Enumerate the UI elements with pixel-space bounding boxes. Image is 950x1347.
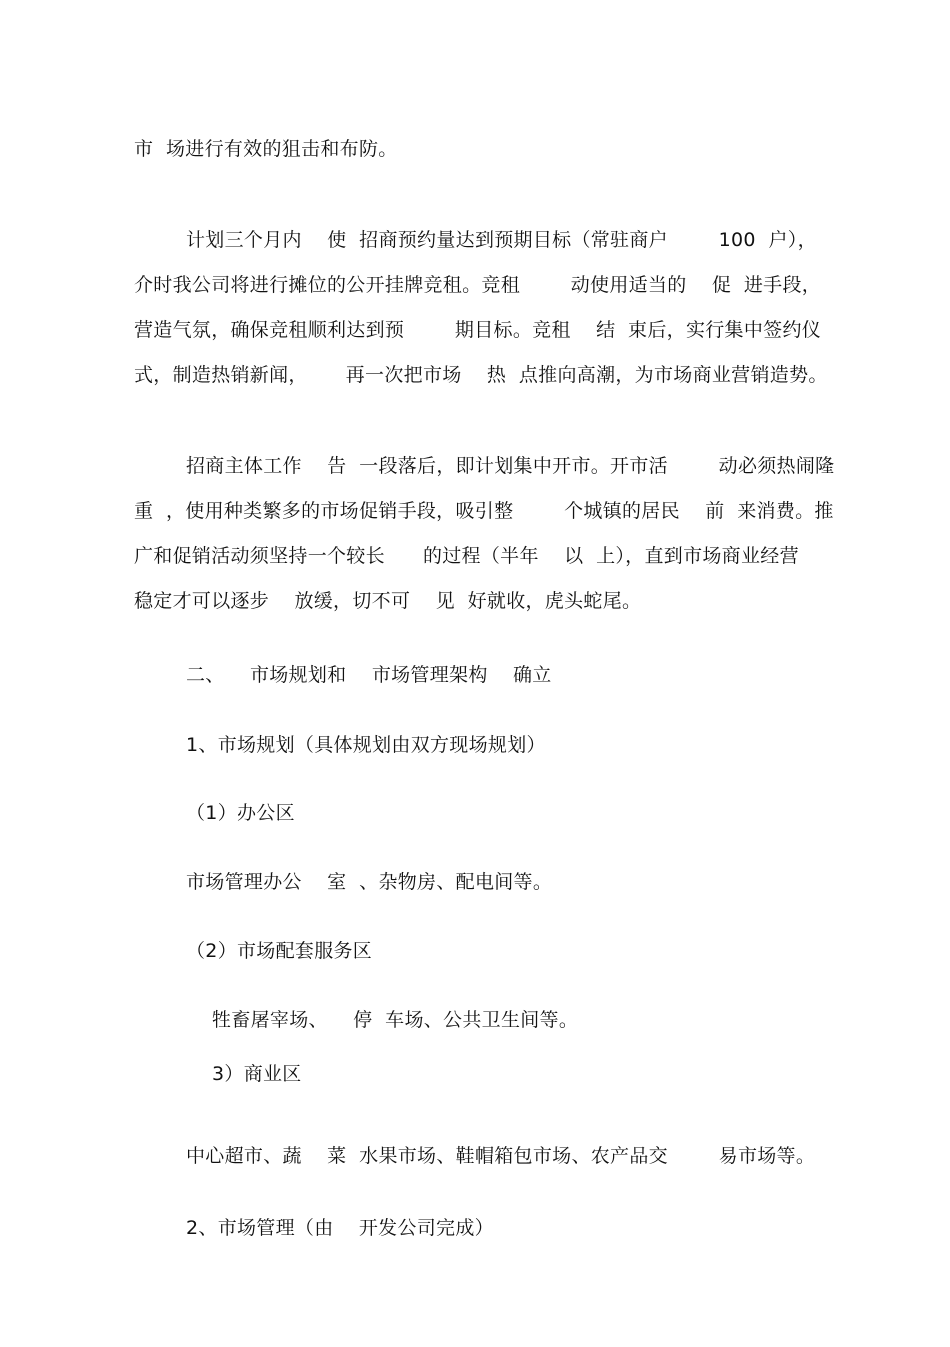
list-item-text: 市场管理办公 室 、杂物房、配电间等。 <box>186 871 553 893</box>
paragraph-line: 计划三个月内 使 招商预约量达到预期目标（常驻商户 100 户）， <box>186 229 817 251</box>
subsection-heading: 2、市场管理（由 开发公司完成） <box>186 1217 494 1239</box>
section-heading: 二、 市场规划和 市场管理架构 确立 <box>186 664 552 686</box>
list-item-heading: 3）商业区 <box>212 1063 302 1085</box>
paragraph-line: 招商主体工作 告 一段落后，即计划集中开市。开市活 动必须热闹隆 <box>186 455 835 477</box>
paragraph-line: 营造气氛，确保竞租顺利达到预 期目标。竞租 结 束后，实行集中签约仪 <box>134 319 822 341</box>
paragraph-line: 市 场进行有效的狙击和布防。 <box>134 138 398 160</box>
paragraph-line: 式，制造热销新闻， 再一次把市场 热 点推向高潮，为市场商业营销造势。 <box>134 364 828 386</box>
paragraph-line: 稳定才可以逐步 放缓，切不可 见 好就收，虎头蛇尾。 <box>134 590 642 612</box>
list-item-text: 中心超市、蔬 菜 水果市场、鞋帽箱包市场、农产品交 易市场等。 <box>186 1145 816 1167</box>
subsection-heading: 1、市场规划（具体规划由双方现场规划） <box>186 734 546 756</box>
paragraph-line: 介时我公司将进行摊位的公开挂牌竞租。竞租 动使用适当的 促 进手段， <box>134 274 822 296</box>
paragraph-line: 重 ，使用种类繁多的市场促销手段，吸引整 个城镇的居民 前 来消费。推 <box>134 500 834 522</box>
list-item-heading: （1）办公区 <box>186 802 295 824</box>
list-item-heading: （2）市场配套服务区 <box>186 940 373 962</box>
paragraph-line: 广和促销活动须坚持一个较长 的过程（半年 以 上），直到市场商业经营 <box>134 545 799 567</box>
list-item-text: 牲畜屠宰场、 停 车场、公共卫生间等。 <box>212 1009 579 1031</box>
